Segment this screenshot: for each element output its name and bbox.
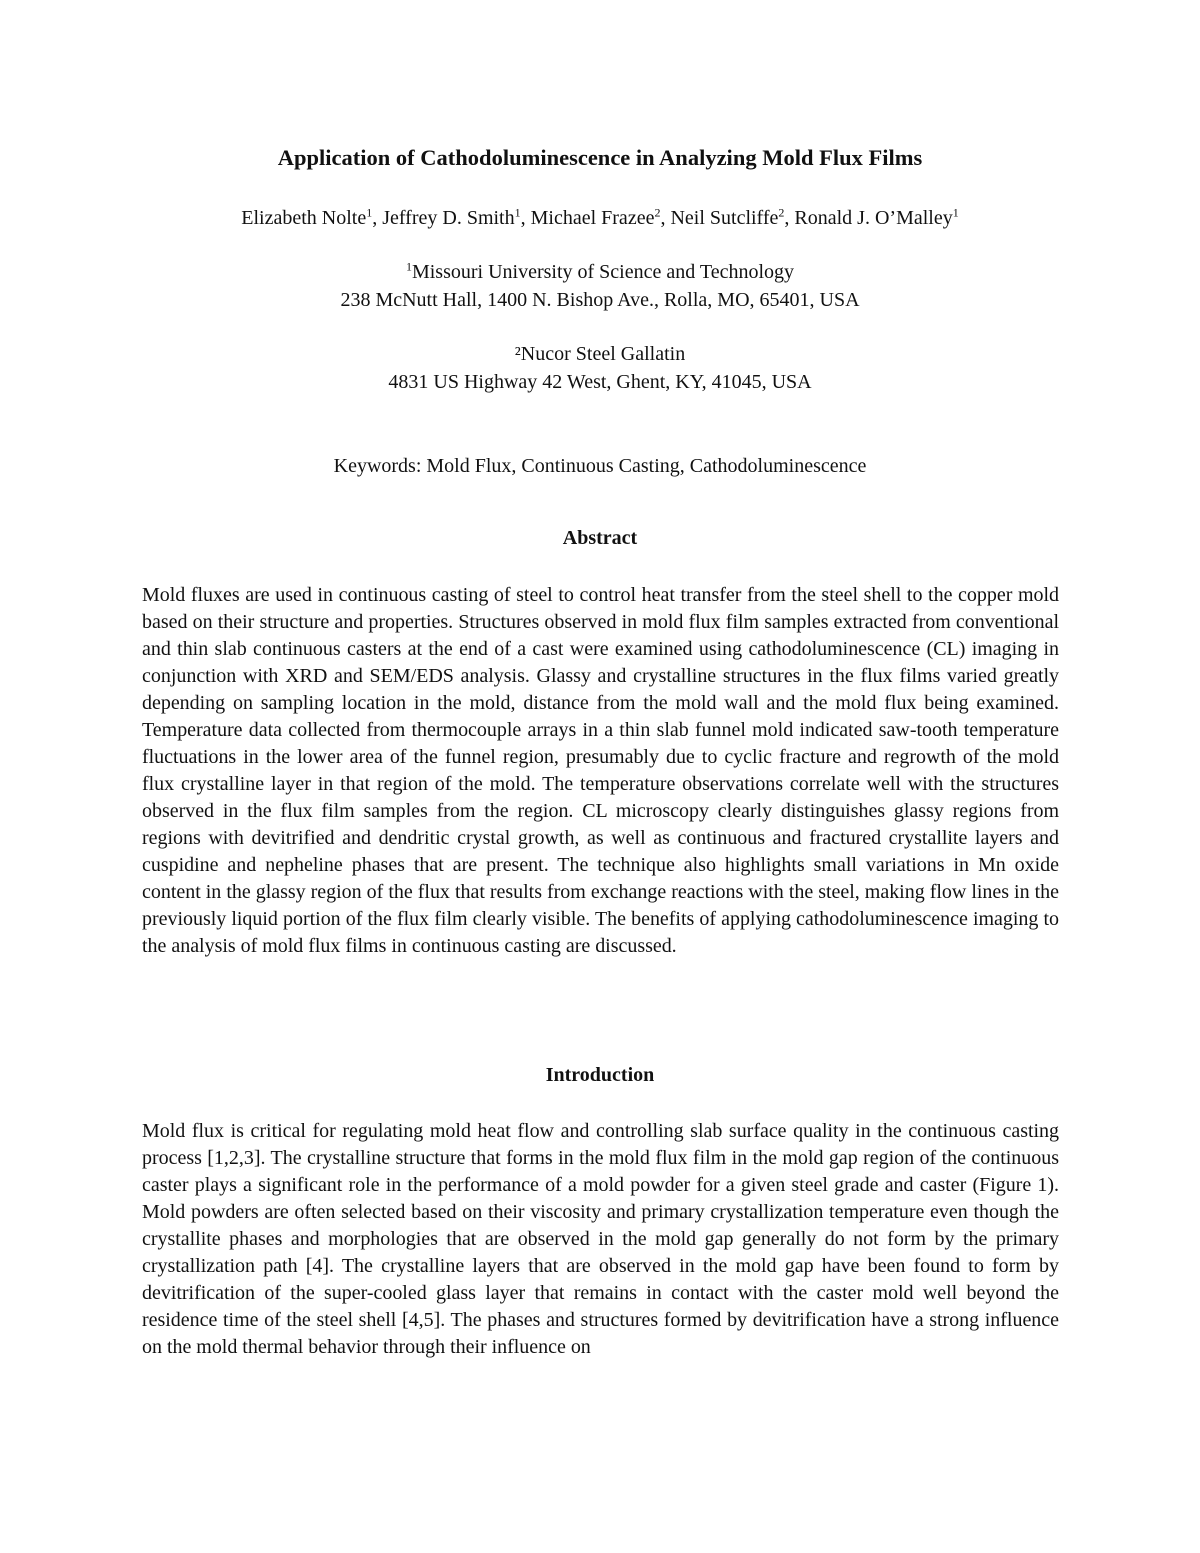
affiliation-1-name — [0, 258, 1200, 286]
author-name: Ronald J. O’Malley — [794, 207, 953, 229]
affiliation-marker: 2 — [778, 205, 785, 220]
affiliation-marker: 1 — [366, 205, 373, 220]
author-list — [0, 204, 1200, 232]
affiliation-1-institution: Missouri University of Science and Technology — [411, 261, 795, 283]
abstract-paragraph: Mold fluxes are used in continuous casting of steel to control heat transfer from the steel shell to the copper mold based on their structure and properties. Structures observed in mold flux film samples extracted from conventional and thin slab continuous casters at the end of a cast were examined using cathodoluminescence (CL) imaging in conjunction with XRD and SEM/EDS analysis. Glassy and crystalline structures in the flux films varied greatly depending on sampling location in the mold, distance from the mold wall and the mold flux being examined. Temperature data collected from thermocouple arrays in a thin slab funnel mold indicated saw-tooth temperature fluctuations in the lower area of the funnel region, presumably due to cyclic fracture and regrowth of the mold flux crystalline layer in that region of the mold. The temperature observations correlate well with the structures observed in the flux film samples from the region. CL microscopy clearly distinguishes glassy regions from regions with devitrified and dendritic crystal growth, as well as continuous and fractured crystallite layers and cuspidine and nepheline phases that are present. The technique also highlights small variations in Mn oxide content in the glassy region of the flux that results from exchange reactions with the steel, making flow lines in the previously liquid portion of the flux film clearly visible. The benefits of applying cathodoluminescence imaging to the analysis of mold flux films in continuous casting are discussed. — [142, 584, 1059, 957]
affiliation-2 — [0, 340, 1200, 396]
affiliation-marker: 2 — [654, 205, 661, 220]
affiliation-1-address: 238 McNutt Hall, 1400 N. Bishop Ave., Rolla, MO, 65401, USA — [340, 289, 860, 311]
affiliation-1 — [0, 258, 1200, 314]
author-name: Elizabeth Nolte — [241, 207, 367, 229]
affiliation-marker: 1 — [514, 205, 521, 220]
affiliation-marker: 1 — [952, 205, 959, 220]
author-separator: , — [520, 207, 531, 229]
author-name: Jeffrey D. Smith — [382, 207, 515, 229]
author-separator: , — [372, 207, 383, 229]
author-separator: , — [660, 207, 671, 229]
paper-title: Application of Cathodoluminescence in Analyzing Mold Flux Films — [277, 145, 923, 170]
author-name: Michael Frazee — [530, 207, 655, 229]
author-separator: , — [784, 207, 795, 229]
affiliation-2-address: 4831 US Highway 42 West, Ghent, KY, 41045, USA — [388, 371, 812, 393]
author-name: Neil Sutcliffe — [670, 207, 779, 229]
affiliation-2-name: ²Nucor Steel Gallatin — [514, 343, 686, 365]
affiliation-marker: 1 — [405, 259, 412, 274]
introduction-paragraph: Mold flux is critical for regulating mold heat flow and controlling slab surface quality in the continuous casting process [1,2,3]. The crystalline structure that forms in the mold flux film in the mold gap region of the continuous caster plays a significant role in the performance of a mold powder for a given steel grade and caster (Figure 1). Mold powders are often selected based on their viscosity and primary crystallization temperature even though the crystallite phases and morphologies that are observed in the mold gap generally do not form by the primary crystallization path [4]. The crystalline layers that are observed in the mold gap have been found to form by devitrification of the super-cooled glass layer that remains in contact with the caster mold well beyond the residence time of the steel shell [4,5]. The phases and structures formed by devitrification have a strong influence on the mold thermal behavior through their influence on — [142, 1120, 1059, 1358]
abstract-heading: Abstract — [562, 527, 638, 549]
introduction-heading: Introduction — [545, 1064, 655, 1086]
keywords-line: Keywords: Mold Flux, Continuous Casting, Cathodoluminescence — [333, 455, 867, 477]
